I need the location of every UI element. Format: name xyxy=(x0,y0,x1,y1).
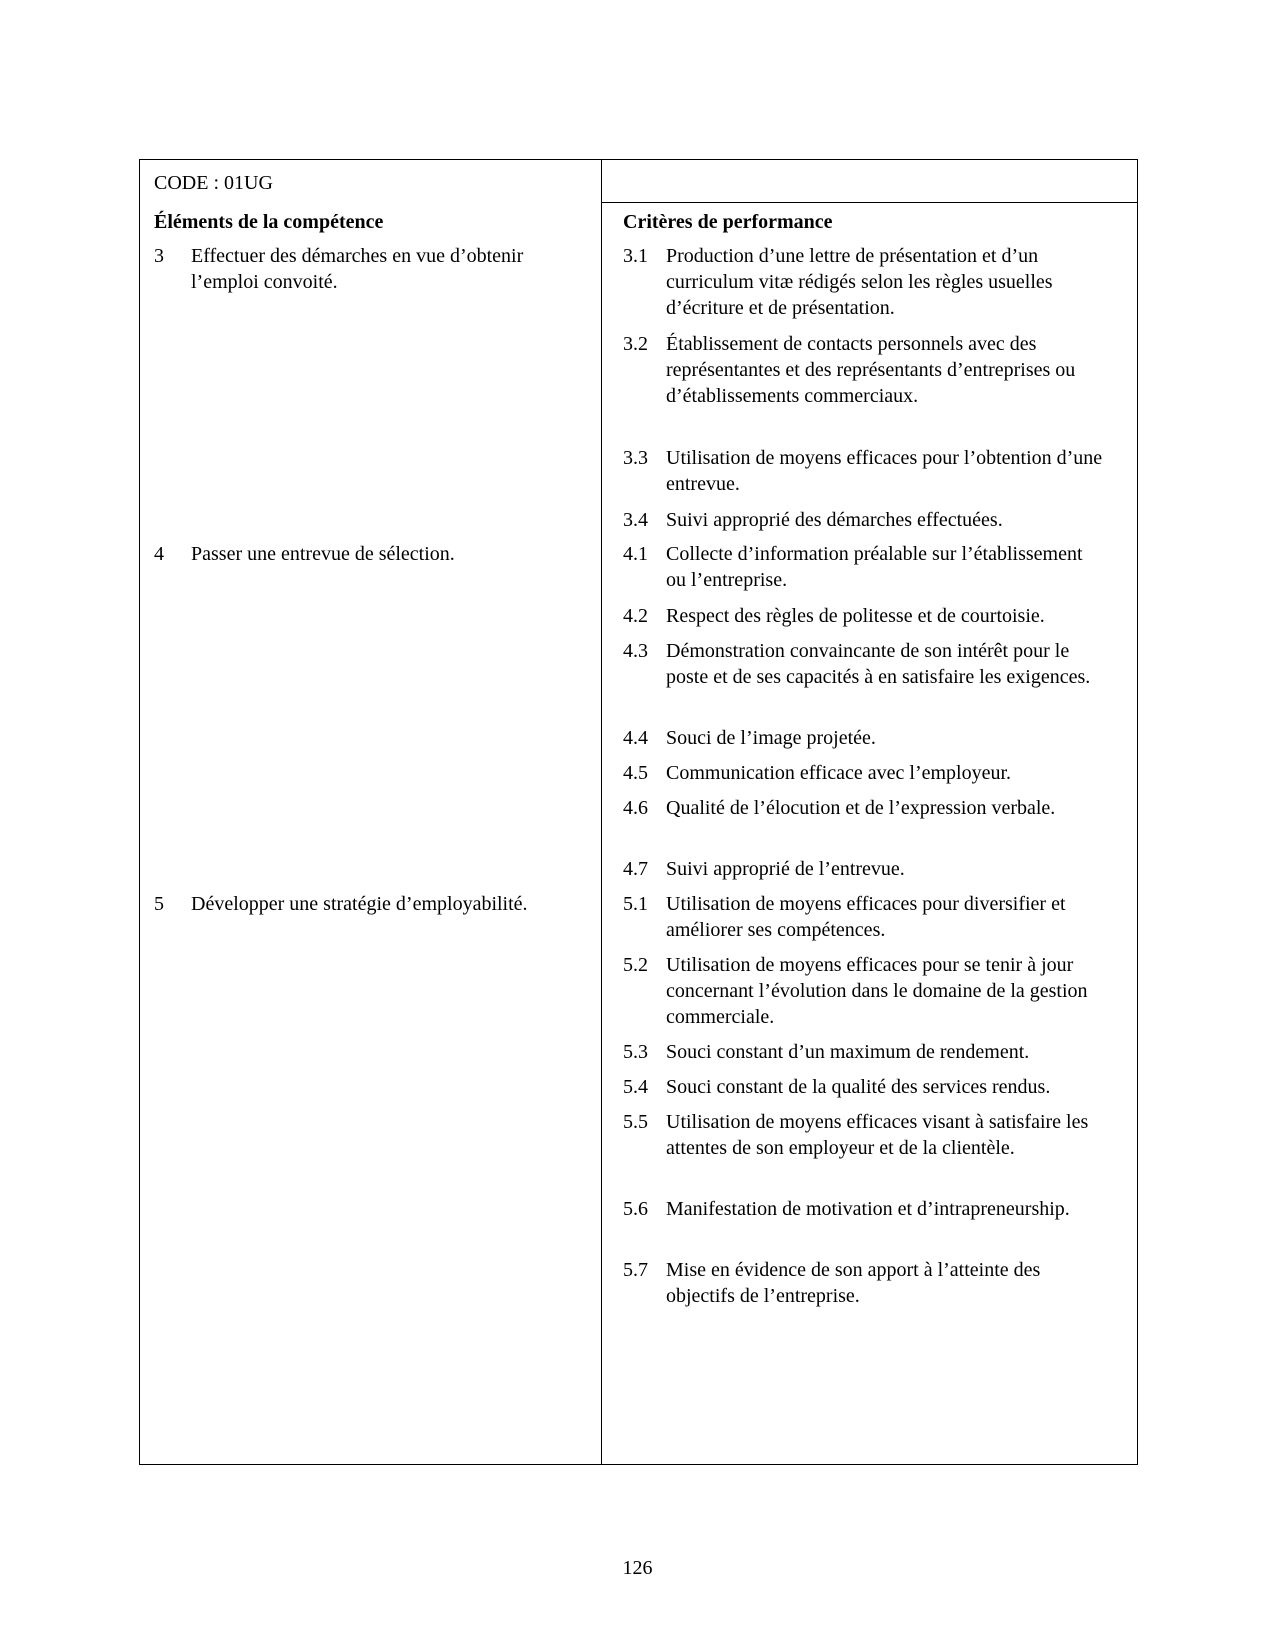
criterion-item xyxy=(623,603,1103,629)
criterion-item xyxy=(623,891,1103,943)
criterion-text: Suivi approprié de l’entrevue. xyxy=(666,858,905,880)
criterion-number: 4.7 xyxy=(623,858,648,880)
criterion-item xyxy=(623,1257,1103,1309)
criterion-item xyxy=(623,1109,1103,1161)
criterion-item xyxy=(623,795,1103,821)
element-number: 5 xyxy=(154,893,164,915)
criterion-text: Souci de l’image projetée. xyxy=(666,727,876,749)
criterion-number: 5.2 xyxy=(623,954,648,976)
element-item xyxy=(154,243,594,295)
criterion-number: 4.4 xyxy=(623,727,648,749)
criterion-text: Production d’une lettre de présentation et d’un curriculum vitæ rédigés selon les règles usuelles d’écriture et de présentation. xyxy=(666,245,1053,319)
criterion-item xyxy=(623,1196,1103,1222)
criterion-text: Communication efficace avec l’employeur. xyxy=(666,762,1012,784)
criterion-text: Établissement de contacts personnels avec des représentantes et des représentants d’entreprises ou d’établissements commerciaux. xyxy=(666,333,1076,407)
criterion-item xyxy=(623,1074,1103,1100)
criterion-item xyxy=(623,445,1103,497)
criterion-number: 5.7 xyxy=(623,1259,648,1281)
criterion-text: Suivi approprié des démarches effectuées. xyxy=(666,509,1003,531)
criterion-text: Utilisation de moyens efficaces pour se tenir à jour concernant l’évolution dans le domaine de la gestion commerciale. xyxy=(666,954,1088,1028)
element-number: 3 xyxy=(154,245,164,267)
criterion-number: 3.1 xyxy=(623,245,648,267)
criterion-number: 5.1 xyxy=(623,893,648,915)
element-text: Effectuer des démarches en vue d’obtenir l’emploi convoité. xyxy=(191,245,524,293)
row-divider xyxy=(601,202,1138,203)
criterion-number: 3.2 xyxy=(623,333,648,355)
criterion-text: Mise en évidence de son apport à l’atteinte des objectifs de l’entreprise. xyxy=(666,1259,1041,1307)
criterion-number: 4.6 xyxy=(623,797,648,819)
criterion-number: 4.1 xyxy=(623,543,648,565)
column-divider xyxy=(601,159,602,1465)
criterion-text: Qualité de l’élocution et de l’expression verbale. xyxy=(666,797,1056,819)
criterion-number: 5.6 xyxy=(623,1198,648,1220)
criterion-item xyxy=(623,952,1103,1030)
criterion-item xyxy=(623,856,1103,882)
criterion-number: 4.2 xyxy=(623,605,648,627)
criterion-item xyxy=(623,760,1103,786)
code-label: CODE : 01UG xyxy=(154,172,273,194)
criterion-number: 4.3 xyxy=(623,640,648,662)
criterion-number: 5.3 xyxy=(623,1041,648,1063)
criterion-number: 5.5 xyxy=(623,1111,648,1133)
criterion-item xyxy=(623,507,1103,533)
element-text: Développer une stratégie d’employabilité. xyxy=(191,893,528,915)
criterion-text: Utilisation de moyens efficaces visant à satisfaire les attentes de son employeur et de la clientèle. xyxy=(666,1111,1089,1159)
criterion-number: 5.4 xyxy=(623,1076,648,1098)
criterion-number: 3.4 xyxy=(623,509,648,531)
element-text: Passer une entrevue de sélection. xyxy=(191,543,455,565)
elements-header: Éléments de la compétence xyxy=(154,211,384,233)
criterion-item xyxy=(623,725,1103,751)
criterion-text: Collecte d’information préalable sur l’établissement ou l’entreprise. xyxy=(666,543,1083,591)
criterion-item xyxy=(623,541,1103,593)
criterion-number: 3.3 xyxy=(623,447,648,469)
criterion-text: Utilisation de moyens efficaces pour l’obtention d’une entrevue. xyxy=(666,447,1103,495)
element-number: 4 xyxy=(154,543,164,565)
criteria-header: Critères de performance xyxy=(623,211,833,233)
criterion-text: Démonstration convaincante de son intérêt pour le poste et de ses capacités à en satisfaire les exigences. xyxy=(666,640,1091,688)
criterion-item xyxy=(623,1039,1103,1065)
criterion-number: 4.5 xyxy=(623,762,648,784)
criterion-item xyxy=(623,638,1103,690)
criterion-text: Utilisation de moyens efficaces pour diversifier et améliorer ses compétences. xyxy=(666,893,1066,941)
element-item xyxy=(154,891,594,917)
criterion-text: Manifestation de motivation et d’intrapreneurship. xyxy=(666,1198,1070,1220)
criterion-item xyxy=(623,331,1103,409)
criterion-text: Souci constant d’un maximum de rendement. xyxy=(666,1041,1030,1063)
page-number: 126 xyxy=(622,1557,653,1579)
criterion-item xyxy=(623,243,1103,321)
element-item xyxy=(154,541,594,567)
criterion-text: Souci constant de la qualité des services rendus. xyxy=(666,1076,1051,1098)
criterion-text: Respect des règles de politesse et de courtoisie. xyxy=(666,605,1045,627)
